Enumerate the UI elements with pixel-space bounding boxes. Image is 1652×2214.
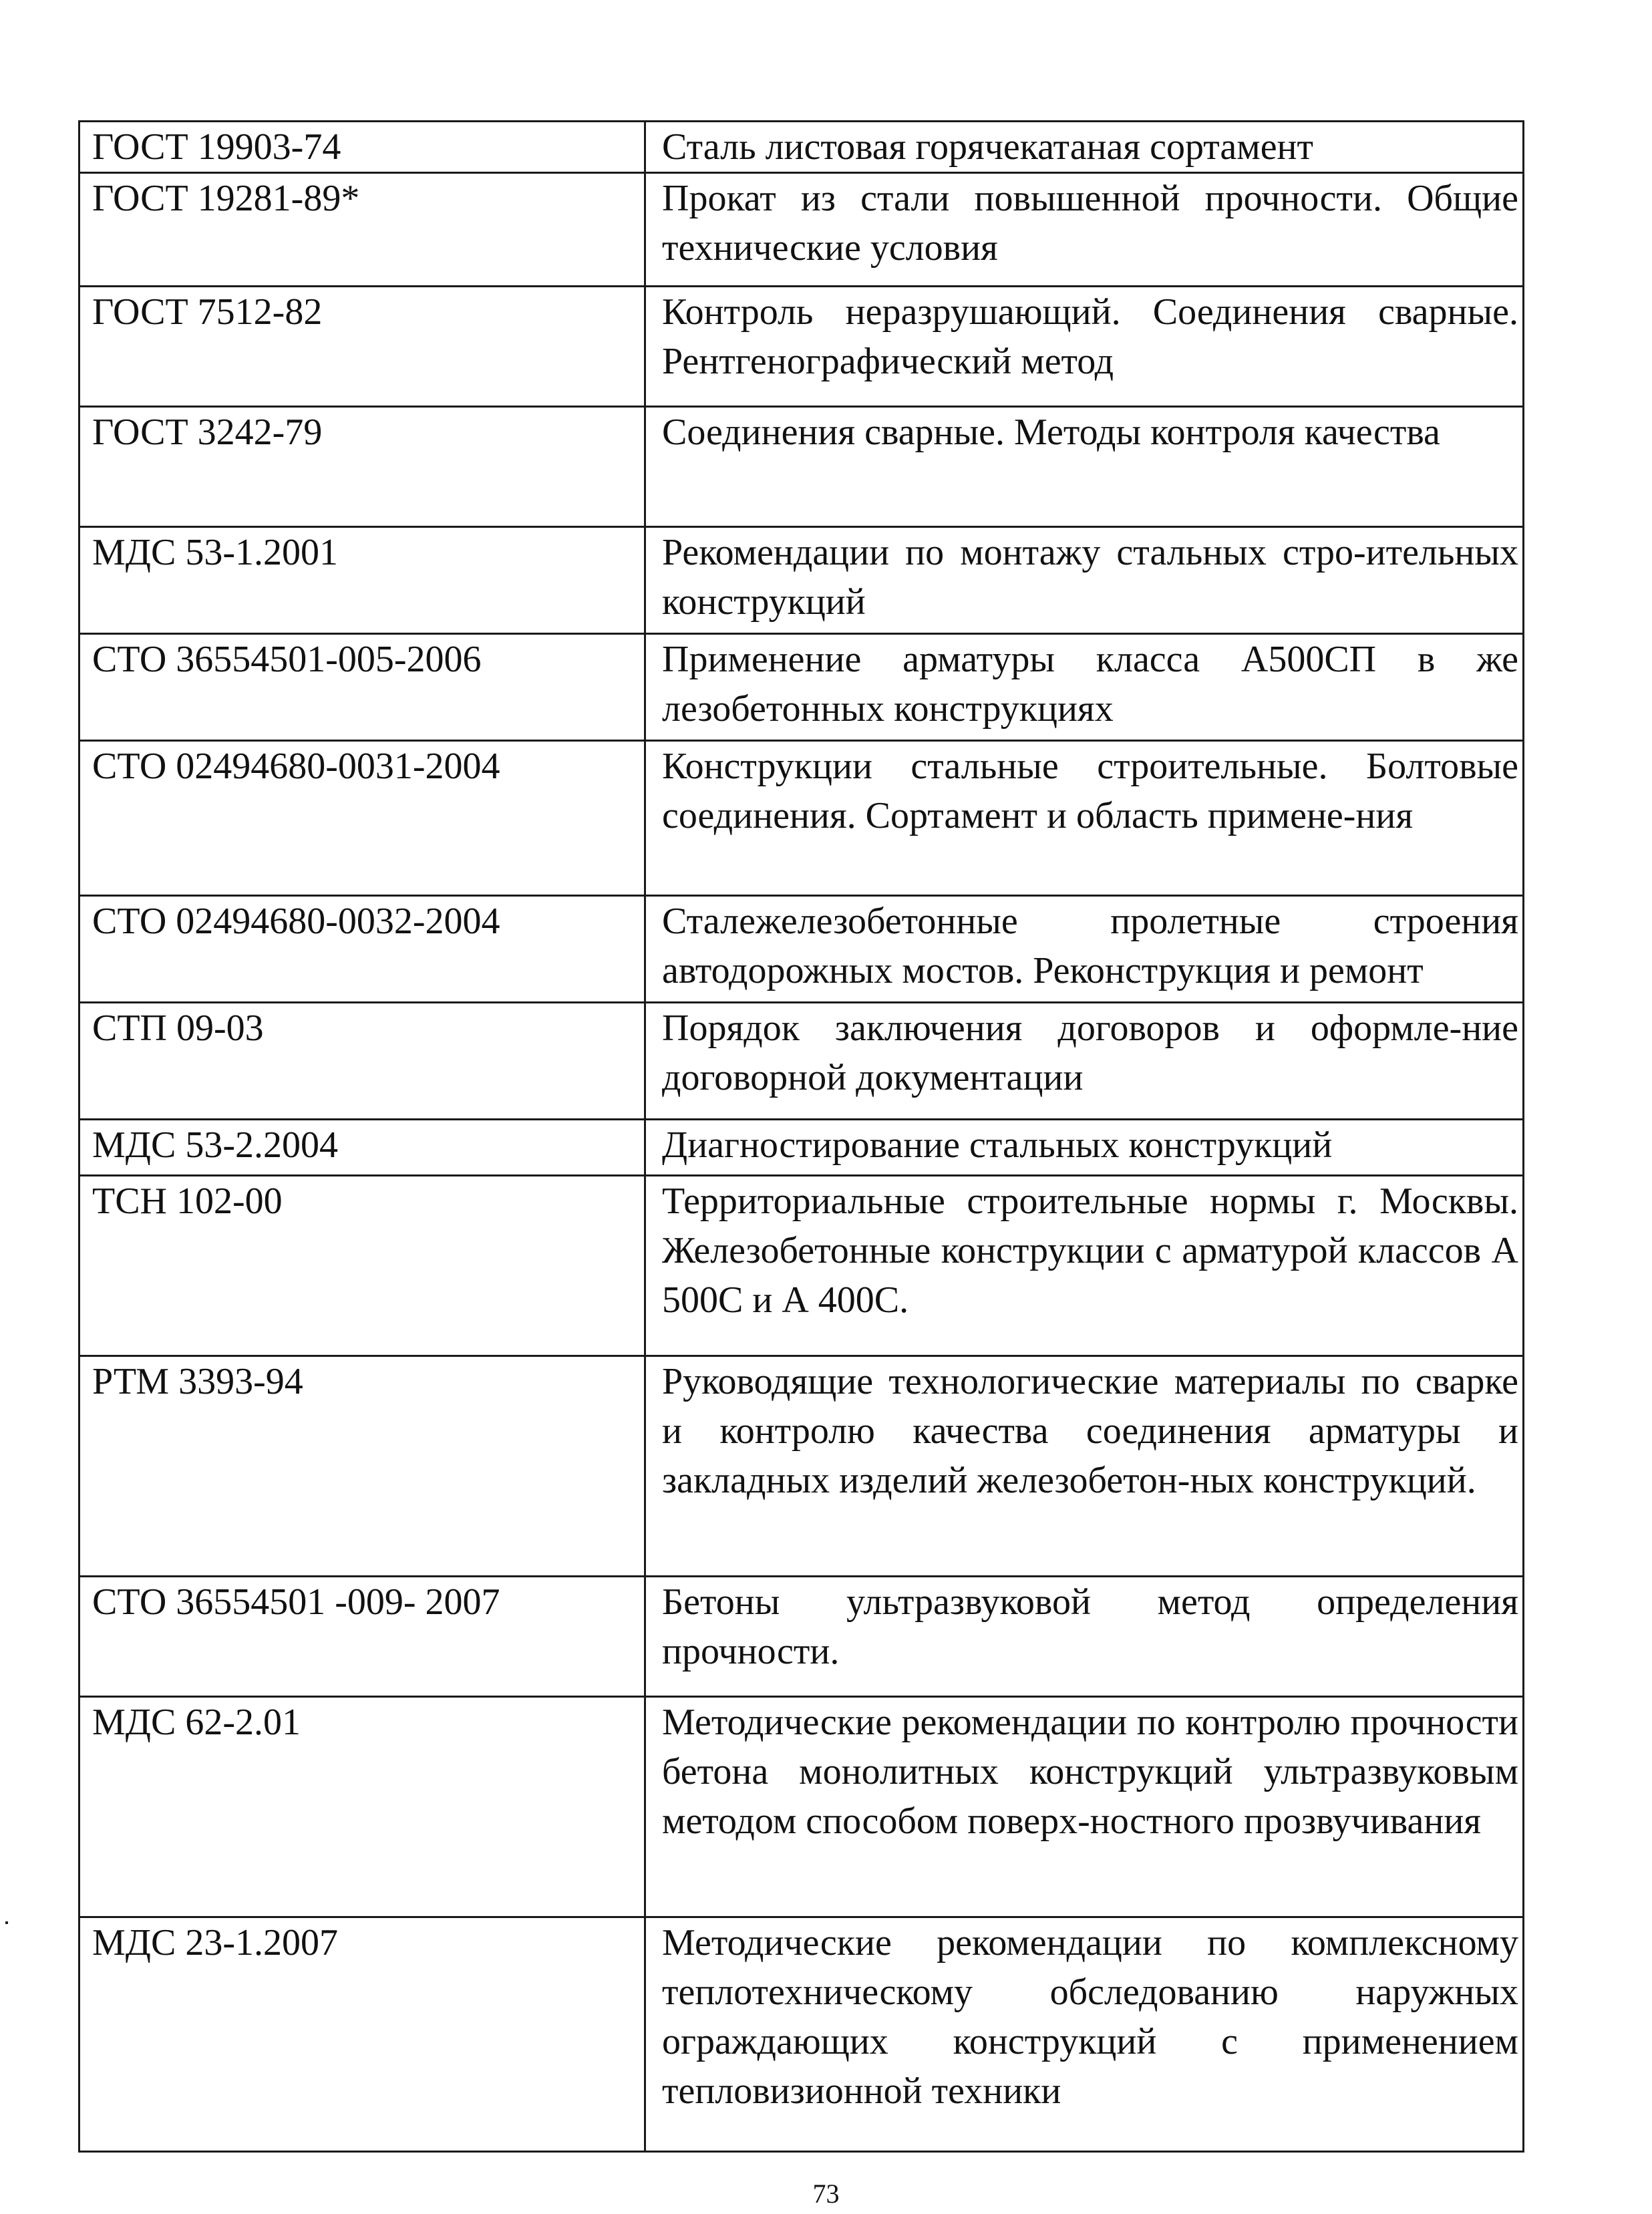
standard-code: СТО 36554501-005-2006 — [79, 634, 645, 741]
standard-code: МДС 23-1.2007 — [79, 1917, 645, 2152]
table-row — [79, 1176, 1524, 1356]
standard-code: ГОСТ 3242-79 — [79, 407, 645, 527]
table-row — [79, 1917, 1524, 2152]
standard-title: Диагностирование стальных конструкций — [645, 1120, 1524, 1176]
standard-title: Сталежелезобетонные пролетные строения автодорожных мостов. Реконструкция и ремонт — [645, 896, 1524, 1003]
table-row — [79, 287, 1524, 407]
standard-code: ГОСТ 19281-89* — [79, 173, 645, 287]
table-row — [79, 527, 1524, 634]
table-row — [79, 1120, 1524, 1176]
table-row — [79, 1697, 1524, 1917]
standard-code: ГОСТ 19903-74 — [79, 122, 645, 173]
standard-code: РТМ 3393-94 — [79, 1356, 645, 1577]
standard-code: СТО 02494680-0032-2004 — [79, 896, 645, 1003]
standard-title: Рекомендации по монтажу стальных стро-ительных конструкций — [645, 527, 1524, 634]
standard-code: МДС 62-2.01 — [79, 1697, 645, 1917]
table-row — [79, 122, 1524, 173]
scan-mark — [5, 1921, 8, 1924]
standard-title: Руководящие технологические материалы по сварке и контролю качества соединения арматуры и закладных изделий железобетон-ных конструкций. — [645, 1356, 1524, 1577]
standard-title: Соединения сварные. Методы контроля качества — [645, 407, 1524, 527]
standard-title: Применение арматуры класса А500СП в же лезобетонных конструкциях — [645, 634, 1524, 741]
standard-code: ГОСТ 7512-82 — [79, 287, 645, 407]
standard-title: Сталь листовая горячекатаная сортамент — [645, 122, 1524, 173]
standard-title: Конструкции стальные строительные. Болтовые соединения. Сортамент и область примене-ния — [645, 741, 1524, 896]
table-row — [79, 1003, 1524, 1120]
table-row — [79, 896, 1524, 1003]
standard-title: Прокат из стали повышенной прочности. Общие технические условия — [645, 173, 1524, 287]
table-row — [79, 1577, 1524, 1697]
standard-code: СТП 09-03 — [79, 1003, 645, 1120]
standard-code: МДС 53-2.2004 — [79, 1120, 645, 1176]
standard-code: СТО 36554501 -009- 2007 — [79, 1577, 645, 1697]
standard-title: Контроль неразрушающий. Соединения сварные. Рентгенографический метод — [645, 287, 1524, 407]
table-row — [79, 634, 1524, 741]
standard-title: Порядок заключения договоров и оформле-ние договорной документации — [645, 1003, 1524, 1120]
standard-title: Территориальные строительные нормы г. Москвы. Железобетонные конструкции с арматурой классов А 500С и А 400С. — [645, 1176, 1524, 1356]
table-row — [79, 173, 1524, 287]
table-row — [79, 407, 1524, 527]
standard-code: ТСН 102-00 — [79, 1176, 645, 1356]
standard-title: Бетоны ультразвуковой метод определения прочности. — [645, 1577, 1524, 1697]
standard-code: МДС 53-1.2001 — [79, 527, 645, 634]
standard-code: СТО 02494680-0031-2004 — [79, 741, 645, 896]
page-number: 73 — [812, 2179, 840, 2209]
standard-title: Методические рекомендации по контролю прочности бетона монолитных конструкций ультразвуковым методом способом поверх-ностного прозвучивания — [645, 1697, 1524, 1917]
standards-table — [78, 120, 1524, 2153]
standard-title: Методические рекомендации по комплексному теплотехническому обследованию наружных ограждающих конструкций с применением тепловизионной техники — [645, 1917, 1524, 2152]
table-row — [79, 1356, 1524, 1577]
table-row — [79, 741, 1524, 896]
